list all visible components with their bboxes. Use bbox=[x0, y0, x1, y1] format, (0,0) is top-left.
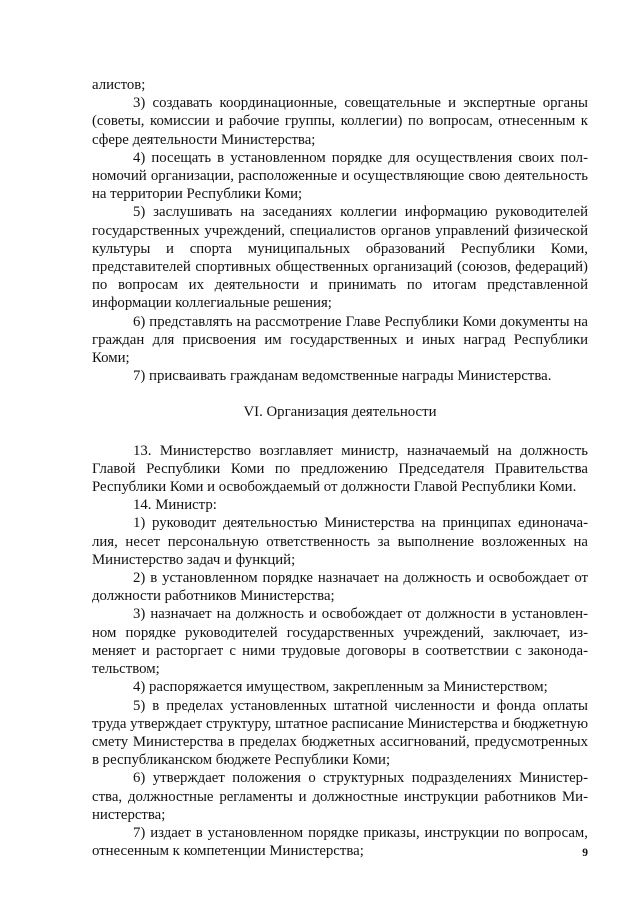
paragraph-14-item-4: 4) распоряжается имуществом, закрепленным за Министерством; bbox=[133, 679, 548, 696]
paragraph-14-item-7: 7) издает в установленном порядке приказы, инструкции по вопросам, отнесенным к компетенции Министерства; bbox=[92, 824, 588, 860]
paragraph-item-3: 3) создавать координационные, совещательные и экспертные органы (советы, комиссии и рабочие группы, коллегии) по вопросам, отнесенным к сфере деятельности Министерства; bbox=[92, 95, 588, 148]
document-page bbox=[92, 76, 588, 860]
paragraph-14-item-6: 6) утверждает положения о структурных подразделениях Министерства, должностные регламенты и должностные инструкции работников Министерства; bbox=[92, 770, 588, 823]
paragraph-item-4: 4) посещать в установленном порядке для осуществления своих полномочий организации, расположенные и осуществляющие свою деятельность на территории Республики Коми; bbox=[92, 149, 588, 203]
paragraph-14: 14. Министр: bbox=[133, 497, 217, 514]
paragraph-continuation: алистов; bbox=[92, 77, 146, 93]
paragraph-item-5: 5) заслушивать на заседаниях коллегии информацию руководителей государственных учреждений, специалистов органов управлений физической культуры и спорта муниципальных образований Республики Коми, представителей спортивных общественных организаций (союзов, федераций) по вопросам их деятельности и принимать по итогам представленной информации коллегиальные решения; bbox=[92, 204, 588, 312]
paragraph-14-item-3: 3) назначает на должность и освобождает от должности в установленном порядке руководителей государственных учреждений, заключает, изменяет и расторгает с ними трудовые договоры в соответствии с законодательством; bbox=[92, 606, 588, 678]
paragraph-14-item-2: 2) в установленном порядке назначает на должность и освобождает от должности работников Министерства; bbox=[92, 570, 588, 605]
paragraph-13: 13. Министерство возглавляет министр, назначаемый на должность Главой Республики Коми по предложению Председателя Правительства Республики Коми и освобождаемый от должности Главой Республики Коми. bbox=[92, 442, 588, 496]
paragraph-14-item-1: 1) руководит деятельностью Министерства на принципах единоначалия, несет персональную ответственность за выполнение возложенных на Министерство задач и функций; bbox=[92, 515, 588, 568]
paragraph-item-7: 7) присваивать гражданам ведомственные награды Министерства. bbox=[133, 368, 552, 385]
page-number: 9 bbox=[582, 847, 588, 859]
paragraph-item-6: 6) представлять на рассмотрение Главе Республики Коми документы на граждан для присвоения им государственных и иных наград Республики Коми; bbox=[92, 313, 588, 367]
section-heading: VI. Организация деятельности bbox=[243, 404, 437, 421]
paragraph-14-item-5: 5) в пределах установленных штатной численности и фонда оплаты труда утверждает структуру, штатное расписание Министерства и бюджетную смету Министерства в пределах бюджетных ассигнований, предусмотренных в республиканском бюджете Республики Коми; bbox=[92, 697, 588, 769]
